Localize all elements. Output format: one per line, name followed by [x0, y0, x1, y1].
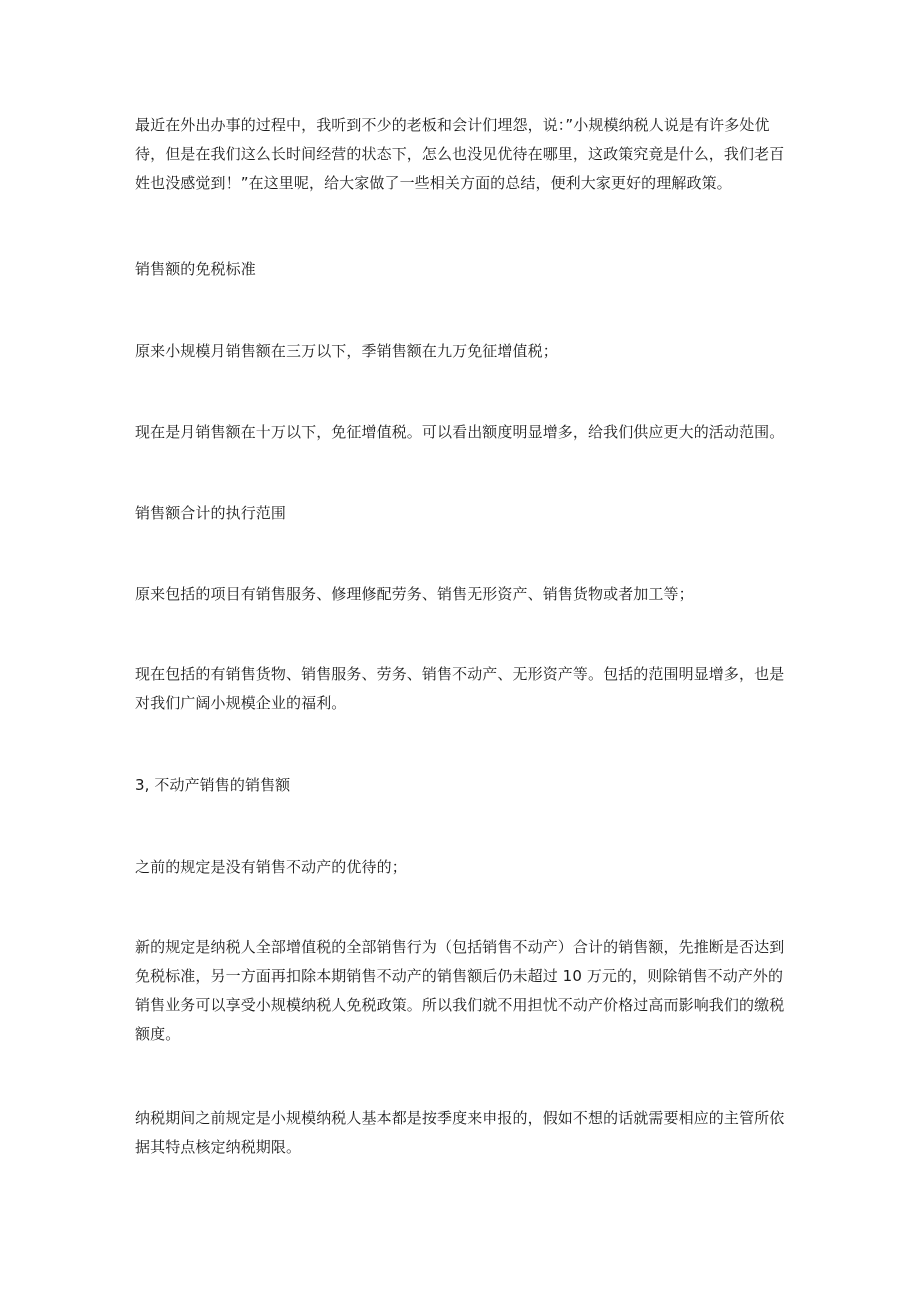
paragraph-old-scope: 原来包括的项目有销售服务、修理修配劳务、销售无形资产、销售货物或者加工等； [135, 585, 694, 603]
section-heading-exemption-standard: 销售额的免税标准 [135, 260, 256, 278]
section-heading-real-estate: 3, 不动产销售的销售额 [135, 776, 291, 794]
paragraph-new-real-estate: 新的规定是纳税人全部增值税的全部销售行为（包括销售不动产）合计的销售额，先推断是否达到免税标准，另一方面再扣除本期销售不动产的销售额后仍未超过 10 万元的，则除销售不动产外的销售业务可以享受小规模纳税人免税政策。所以我们就不用担忧不动产价格过高而影响我们的缴税额度。 [135, 938, 785, 1043]
paragraph-new-scope: 现在包括的有销售货物、销售服务、劳务、销售不动产、无形资产等。包括的范围明显增多，也是对我们广阔小规模企业的福利。 [135, 665, 785, 712]
intro-paragraph: 最近在外出办事的过程中，我听到不少的老板和会计们埋怨，说：”小规模纳税人说是有许多处优待，但是在我们这么长时间经营的状态下，怎么也没见优待在哪里，这政策究竟是什么，我们老百姓也没感觉到！”在这里呢，给大家做了一些相关方面的总结，便利大家更好的理解政策。 [135, 116, 785, 192]
paragraph-new-standard: 现在是月销售额在十万以下，免征增值税。可以看出额度明显增多，给我们供应更大的活动范围。 [135, 423, 785, 441]
section-heading-scope: 销售额合计的执行范围 [135, 504, 287, 522]
paragraph-old-standard: 原来小规模月销售额在三万以下，季销售额在九万免征增值税； [135, 342, 558, 360]
paragraph-tax-period: 纳税期间之前规定是小规模纳税人基本都是按季度来申报的，假如不想的话就需要相应的主管所依据其特点核定纳税期限。 [135, 1109, 785, 1156]
paragraph-old-real-estate: 之前的规定是没有销售不动产的优待的； [135, 858, 407, 876]
